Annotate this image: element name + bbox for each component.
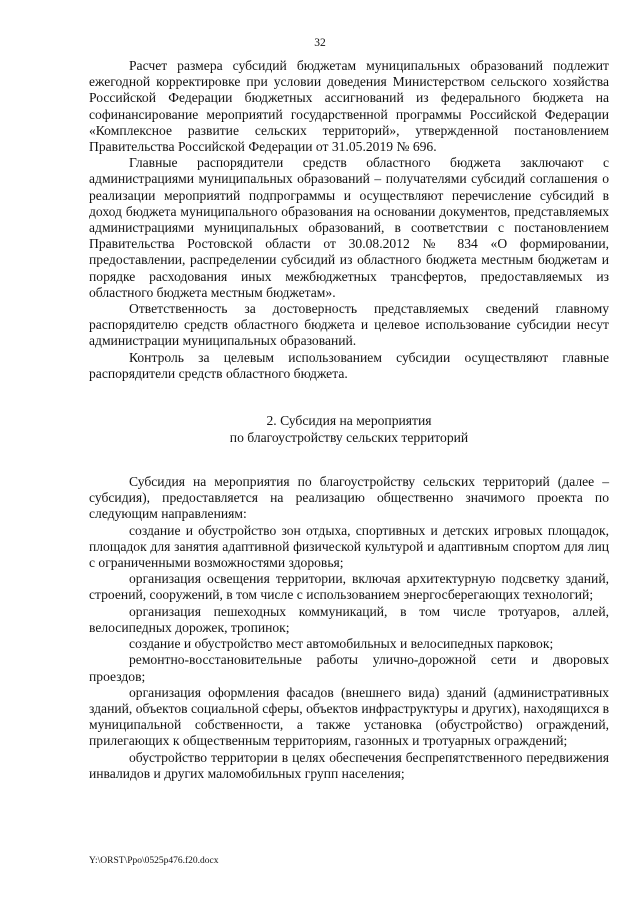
list-item: организация пешеходных коммуникаций, в том числе тротуаров, аллей, велосипедных дорожек, тропинок; xyxy=(89,603,609,635)
list-item: создание и обустройство зон отдыха, спортивных и детских игровых площадок, площадок для занятия адаптивной физической культурой и адаптивным спортом для лиц с ограниченными возможностями здоровья; xyxy=(89,522,609,571)
list-item: ремонтно-восстановительные работы улично-дорожной сети и дворовых проездов; xyxy=(89,652,609,684)
list-item: организация оформления фасадов (внешнего вида) зданий (административных зданий, объектов социальной сферы, объектов инфраструктуры и других), находящихся в муниципальной собственности, а также установка (обустройство) ограждений, прилегающих к общественным территориям, газонных и тротуарных ограждений; xyxy=(89,684,609,749)
paragraph: Расчет размера субсидий бюджетам муниципальных образований подлежит ежегодной корректировке при условии доведения Министерством сельского хозяйства Российской Федерации бюджетных ассигнований из федерального бюджета на софинансирование мероприятий государственной программы Российской Федерации «Комплексное развитие сельских территорий», утвержденной постановлением Правительства Российской Федерации от 31.05.2019 № 696. xyxy=(89,58,609,155)
section-heading xyxy=(89,412,609,446)
section-heading-line: 2. Субсидия на мероприятия xyxy=(266,413,432,429)
section-heading-line: по благоустройству сельских территорий xyxy=(229,430,469,446)
list-item: обустройство территории в целях обеспечения беспрепятственного передвижения инвалидов и других маломобильных групп населения; xyxy=(89,749,609,781)
paragraph: Ответственность за достоверность представляемых сведений главному распорядителю средств областного бюджета и целевое использование субсидии несут администрации муниципальных образований. xyxy=(89,301,609,349)
paragraph: Субсидия на мероприятия по благоустройству сельских территорий (далее – субсидия), предоставляется на реализацию общественно значимого проекта по следующим направлениям: xyxy=(89,474,609,522)
document-body xyxy=(89,58,609,782)
footer-file-path: Y:\ORST\Ppo\0525p476.f20.docx xyxy=(89,856,219,866)
page-number: 32 xyxy=(314,37,326,49)
paragraph: Контроль за целевым использованием субсидии осуществляют главные распорядители средств областного бюджета. xyxy=(89,349,609,381)
list-item: организация освещения территории, включая архитектурную подсветку зданий, строений, сооружений, в том числе с использованием энергосберегающих технологий; xyxy=(89,571,609,603)
paragraph: Главные распорядители средств областного бюджета заключают с администрациями муниципальных образований – получателями субсидий соглашения о реализации мероприятий подпрограммы и осуществляют перечисление субсидий в доход бюджета муниципального образования на основании документов, представляемых администрациями муниципальных образований, в соответствии с постановлением Правительства Ростовской области от 30.08.2012 № 834 «О формировании, предоставлении, распределении субсидий из областного бюджета местным бюджетам и порядке расходования иных межбюджетных трансфертов, предоставляемых из областного бюджета местным бюджетам». xyxy=(89,155,609,300)
list-item: создание и обустройство мест автомобильных и велосипедных парковок; xyxy=(129,636,554,652)
